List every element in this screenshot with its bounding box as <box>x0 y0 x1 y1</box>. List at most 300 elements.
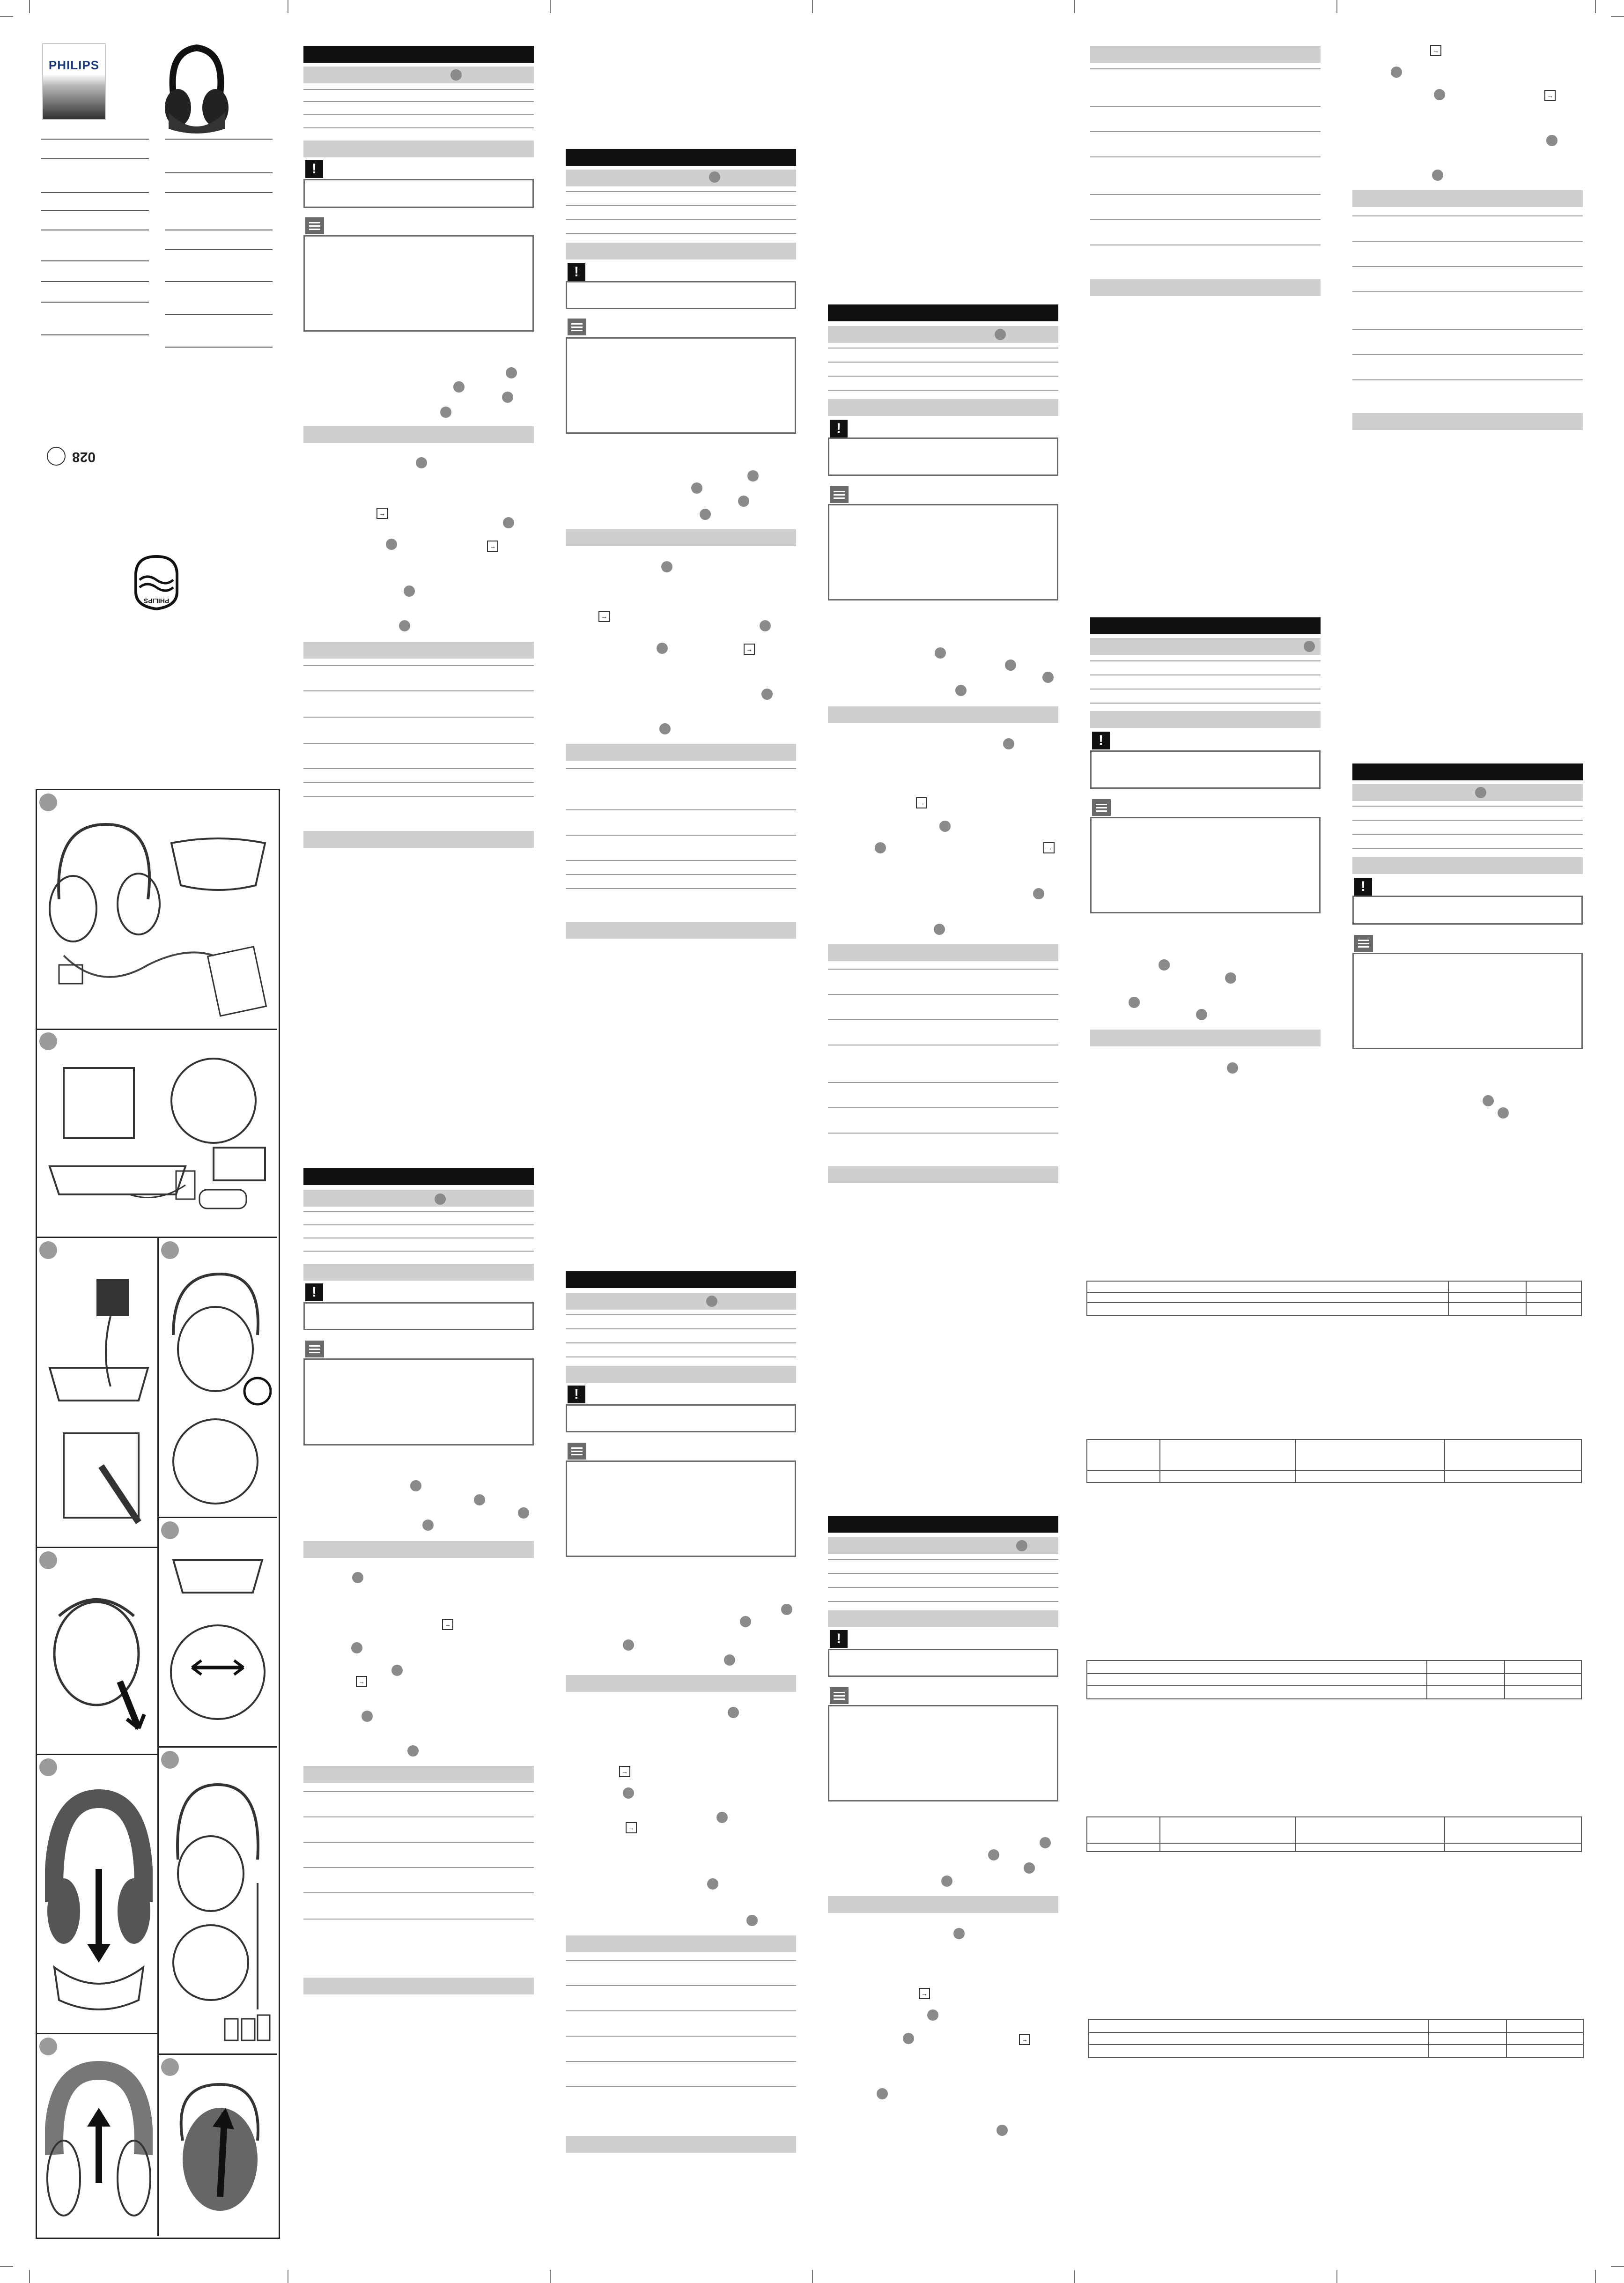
divider <box>566 233 796 234</box>
divider <box>566 2010 796 2011</box>
divider <box>165 172 273 173</box>
crop-mark <box>1595 2270 1596 2283</box>
code-text: 028 <box>72 449 96 465</box>
divider <box>303 796 534 797</box>
subsection-header <box>566 922 796 939</box>
warning-box <box>828 1649 1058 1677</box>
crop-mark <box>29 0 30 13</box>
divider <box>303 127 534 128</box>
divider <box>566 191 796 192</box>
section-header <box>1090 617 1321 634</box>
figure-connection <box>45 1049 270 1232</box>
callout-dot <box>1042 672 1054 683</box>
figure-number-10 <box>161 2058 179 2076</box>
divider <box>41 334 149 335</box>
subsection-header <box>828 326 1058 343</box>
figure-separator <box>36 1029 277 1030</box>
divider <box>828 376 1058 377</box>
subsection-header <box>1090 638 1321 655</box>
note-icon <box>568 1443 586 1460</box>
divider <box>1352 806 1583 807</box>
callout-dot <box>995 329 1006 340</box>
warning-box <box>1352 896 1583 925</box>
callout-dot <box>903 2033 914 2044</box>
callout-dot <box>1483 1095 1494 1106</box>
code-label <box>39 445 96 468</box>
subsection-header <box>303 642 534 659</box>
figure-separator <box>36 1237 277 1238</box>
callout-dot <box>623 1639 634 1651</box>
divider <box>41 139 149 140</box>
divider <box>303 690 534 691</box>
enter-icon: → <box>626 1822 637 1833</box>
spec-table-3 <box>1086 1660 1582 1699</box>
section-header <box>566 1271 796 1288</box>
subsection-header <box>1352 413 1583 430</box>
warning-icon: ! <box>305 160 323 178</box>
divider <box>1352 379 1583 380</box>
callout-dot <box>955 685 967 696</box>
callout-dot <box>781 1604 792 1615</box>
warning-box <box>303 1302 534 1330</box>
subsection-header <box>566 1366 796 1383</box>
figure-number-9 <box>39 2038 57 2055</box>
callout-dot <box>352 1572 363 1583</box>
figure-number-7 <box>39 1758 57 1776</box>
subsection-header <box>1352 857 1583 874</box>
enter-icon: → <box>1544 90 1556 101</box>
warning-box <box>1090 750 1321 789</box>
callout-dot <box>941 1875 952 1887</box>
callout-dot <box>724 1654 735 1666</box>
crop-mark <box>1611 16 1624 17</box>
divider <box>303 1251 534 1252</box>
callout-dot <box>435 1193 446 1205</box>
subsection-header <box>303 1264 534 1281</box>
divider <box>303 1224 534 1225</box>
divider <box>165 347 273 348</box>
note-box <box>828 1705 1058 1801</box>
callout-dot <box>700 509 711 520</box>
enter-icon: → <box>356 1676 367 1687</box>
warning-icon: ! <box>305 1283 323 1301</box>
divider <box>566 1342 796 1343</box>
note-icon <box>830 486 849 503</box>
enter-icon: → <box>619 1766 630 1777</box>
warning-box <box>566 1404 796 1432</box>
callout-dot <box>997 2125 1008 2136</box>
divider <box>303 1791 534 1792</box>
figure-separator <box>157 1746 277 1748</box>
callout-dot <box>518 1507 529 1519</box>
callout-dot <box>1304 641 1315 652</box>
divider <box>41 158 149 159</box>
warning-icon: ! <box>568 263 585 281</box>
divider <box>1352 215 1583 216</box>
divider <box>1090 156 1321 157</box>
subsection-header <box>1090 1030 1321 1046</box>
divider <box>1352 266 1583 267</box>
figure-number-6 <box>39 1551 57 1569</box>
divider <box>828 969 1058 970</box>
headphones-product-image <box>164 42 229 136</box>
figure-separator <box>157 1517 277 1518</box>
subsection-header <box>1090 46 1321 63</box>
divider <box>566 835 796 836</box>
divider <box>303 101 534 102</box>
divider <box>303 1211 534 1212</box>
callout-dot <box>1024 1862 1035 1874</box>
figure-number-1 <box>39 793 57 811</box>
section-header <box>566 149 796 166</box>
divider <box>828 994 1058 995</box>
divider <box>41 281 149 282</box>
callout-dot <box>502 392 513 403</box>
divider <box>303 1867 534 1868</box>
figure-separator <box>36 1547 157 1548</box>
divider <box>1352 834 1583 835</box>
subsection-header <box>566 170 796 186</box>
crop-mark <box>1611 2266 1624 2267</box>
callout-dot <box>706 1296 717 1307</box>
divider <box>165 192 273 193</box>
note-box <box>566 337 796 434</box>
divider <box>566 1960 796 1961</box>
callout-dot <box>1005 660 1016 671</box>
figure-separator <box>36 1754 157 1755</box>
callout-dot <box>623 1787 634 1799</box>
warning-icon: ! <box>830 420 848 437</box>
divider <box>828 390 1058 391</box>
callout-dot <box>407 1745 419 1757</box>
subsection-header <box>828 1610 1058 1627</box>
enter-icon: → <box>916 797 927 808</box>
subsection-header <box>1090 711 1321 728</box>
callout-dot <box>386 539 397 550</box>
callout-dot <box>399 620 410 631</box>
crop-mark <box>812 0 813 13</box>
callout-dot <box>351 1642 362 1653</box>
divider <box>566 2086 796 2087</box>
figure-charging <box>164 1265 272 1508</box>
subsection-header <box>303 141 534 157</box>
callout-dot <box>1498 1107 1509 1119</box>
enter-icon: → <box>1019 2034 1030 2045</box>
callout-dot <box>728 1707 739 1718</box>
subsection-header <box>303 1190 534 1207</box>
divider <box>828 1133 1058 1134</box>
divider <box>303 1842 534 1843</box>
figure-power <box>45 1260 153 1541</box>
enter-icon: → <box>442 1619 453 1630</box>
divider <box>828 1019 1058 1020</box>
subsection-header <box>303 1978 534 1994</box>
section-header <box>828 1516 1058 1533</box>
callout-dot <box>935 647 946 659</box>
subsection-header <box>566 1935 796 1952</box>
subsection-header <box>828 1896 1058 1913</box>
divider <box>566 1985 796 1986</box>
divider <box>1090 106 1321 107</box>
divider <box>1352 329 1583 330</box>
figure-cushion <box>164 2075 272 2230</box>
figure-box-contents <box>45 815 270 1021</box>
note-box <box>566 1460 796 1557</box>
subsection-header <box>303 1766 534 1783</box>
enter-icon: → <box>376 508 388 519</box>
divider <box>41 192 149 193</box>
divider <box>1352 820 1583 821</box>
note-box <box>1352 953 1583 1049</box>
enter-icon: → <box>487 541 498 552</box>
note-box <box>1090 817 1321 913</box>
crop-mark <box>29 2270 30 2283</box>
callout-dot <box>422 1520 434 1531</box>
note-box <box>828 504 1058 600</box>
divider <box>303 1892 534 1893</box>
subsection-header <box>1090 279 1321 296</box>
callout-dot <box>404 586 415 597</box>
callout-dot <box>1196 1009 1207 1020</box>
divider <box>1090 219 1321 220</box>
divider <box>566 2036 796 2037</box>
divider <box>828 1559 1058 1560</box>
note-icon <box>1092 799 1111 816</box>
subsection-header <box>303 1541 534 1558</box>
divider <box>165 281 273 282</box>
callout-dot <box>440 407 451 418</box>
callout-dot <box>503 517 514 528</box>
callout-dot <box>707 1878 718 1890</box>
callout-dot <box>1225 972 1236 984</box>
crop-mark <box>1336 0 1337 13</box>
callout-dot <box>474 1494 485 1505</box>
divider <box>303 768 534 769</box>
divider <box>303 665 534 666</box>
divider <box>566 874 796 875</box>
warning-box <box>828 437 1058 476</box>
callout-dot <box>760 620 771 631</box>
figure-number-2 <box>39 1032 57 1050</box>
note-box <box>303 235 534 332</box>
spec-table-1 <box>1086 1281 1582 1316</box>
divider <box>303 743 534 744</box>
spec-table-4 <box>1086 1816 1582 1852</box>
enter-icon: → <box>598 611 610 622</box>
divider <box>566 888 796 889</box>
callout-dot <box>657 643 668 654</box>
brand-name: PHILIPS <box>48 58 100 72</box>
callout-dot <box>746 1915 758 1926</box>
divider <box>828 1587 1058 1588</box>
callout-dot <box>939 821 951 832</box>
divider <box>566 860 796 861</box>
divider <box>566 1314 796 1315</box>
divider <box>41 302 149 303</box>
callout-dot <box>875 842 886 853</box>
callout-dot <box>1391 67 1402 78</box>
figure-cable-device <box>164 1766 272 2047</box>
callout-dot <box>416 457 427 468</box>
callout-dot <box>1003 738 1014 749</box>
callout-dot <box>738 496 749 507</box>
divider <box>1090 703 1321 704</box>
callout-dot <box>1129 997 1140 1008</box>
callout-dot <box>1434 89 1445 100</box>
enter-icon: → <box>1043 842 1055 853</box>
divider <box>566 219 796 220</box>
callout-dot <box>761 689 773 700</box>
brand-logo <box>42 43 106 120</box>
subsection-header <box>566 1675 796 1692</box>
warning-icon: ! <box>568 1386 585 1403</box>
enter-icon: → <box>919 1988 930 1999</box>
subsection-header <box>566 243 796 259</box>
subsection-header <box>1352 784 1583 801</box>
subsection-header <box>303 67 534 83</box>
callout-dot <box>1432 170 1443 181</box>
divider <box>566 2061 796 2062</box>
figure-switch <box>164 1541 272 1738</box>
callout-dot <box>747 470 759 482</box>
subsection-header <box>828 944 1058 961</box>
subsection-header <box>566 1293 796 1310</box>
divider <box>41 260 149 261</box>
callout-dot <box>362 1711 373 1722</box>
note-icon <box>305 1341 324 1357</box>
callout-dot <box>391 1665 403 1676</box>
callout-dot <box>927 2009 938 2021</box>
callout-dot <box>953 1928 965 1939</box>
divider <box>828 362 1058 363</box>
note-icon <box>568 319 586 335</box>
divider <box>165 314 273 315</box>
subsection-header <box>566 744 796 761</box>
enter-icon: → <box>744 644 755 655</box>
divider <box>1352 241 1583 242</box>
warning-icon: ! <box>830 1630 848 1648</box>
divider <box>303 782 534 783</box>
subsection-header <box>828 1166 1058 1183</box>
divider <box>1352 291 1583 292</box>
section-header <box>303 46 534 63</box>
callout-dot <box>450 69 462 81</box>
crop-mark <box>0 16 13 17</box>
figure-separator <box>157 2053 277 2055</box>
callout-dot <box>1227 1062 1238 1074</box>
callout-dot <box>1016 1540 1027 1551</box>
callout-dot <box>934 924 945 935</box>
callout-dot <box>877 2088 888 2099</box>
divider <box>566 1356 796 1357</box>
figure-earcup-removal <box>45 1574 153 1747</box>
callout-dot <box>1159 959 1170 971</box>
divider <box>828 1601 1058 1602</box>
leaf-icon <box>47 447 66 466</box>
figure-separator <box>36 2033 157 2034</box>
figure-headband-down <box>45 1780 153 2028</box>
divider <box>566 809 796 810</box>
divider <box>828 1573 1058 1574</box>
callout-dot <box>661 561 672 572</box>
spec-table-5 <box>1088 2019 1584 2058</box>
subsection-header <box>566 529 796 546</box>
section-header <box>303 1168 534 1185</box>
crop-mark <box>1074 2270 1075 2283</box>
divider <box>165 139 273 140</box>
callout-dot <box>410 1480 421 1491</box>
crop-mark <box>550 0 551 13</box>
figure-number-4 <box>161 1241 179 1259</box>
divider <box>303 114 534 115</box>
warning-box <box>566 281 796 309</box>
callout-dot <box>740 1616 751 1627</box>
warning-icon: ! <box>1354 878 1372 896</box>
divider <box>303 717 534 718</box>
note-icon <box>1354 935 1373 952</box>
callout-dot <box>659 723 671 734</box>
callout-dot <box>1546 135 1558 146</box>
subsection-header <box>1352 190 1583 207</box>
figure-headband-up <box>45 2061 153 2230</box>
crop-mark <box>1074 0 1075 13</box>
divider <box>566 1328 796 1329</box>
divider <box>828 1107 1058 1108</box>
crop-mark <box>550 2270 551 2283</box>
callout-dot <box>709 171 720 183</box>
subsection-header <box>566 2136 796 2153</box>
divider <box>1090 131 1321 132</box>
divider <box>1352 848 1583 849</box>
divider <box>303 1816 534 1817</box>
shield-icon <box>133 555 180 611</box>
enter-icon: → <box>1430 45 1441 56</box>
callout-dot <box>453 381 465 393</box>
section-header <box>828 304 1058 321</box>
note-box <box>303 1358 534 1445</box>
callout-dot <box>716 1812 728 1823</box>
divider <box>41 210 149 211</box>
divider <box>828 1082 1058 1083</box>
subsection-header <box>828 706 1058 723</box>
figure-number-5 <box>161 1521 179 1539</box>
divider <box>566 768 796 769</box>
section-header <box>1352 763 1583 780</box>
note-icon <box>830 1687 849 1704</box>
divider <box>1090 194 1321 195</box>
crop-mark <box>1595 0 1596 13</box>
warning-icon: ! <box>1092 732 1110 749</box>
note-icon <box>305 217 324 234</box>
crop-mark <box>812 2270 813 2283</box>
callout-dot <box>1033 888 1044 899</box>
figure-number-3 <box>39 1241 57 1259</box>
divider <box>1090 68 1321 69</box>
subsection-header <box>303 831 534 848</box>
divider <box>303 1919 534 1920</box>
divider <box>303 89 534 90</box>
subsection-header <box>303 426 534 443</box>
callout-dot <box>506 367 517 378</box>
figure-separator-vertical <box>157 1237 159 2236</box>
divider <box>165 249 273 250</box>
callout-dot <box>1040 1837 1051 1848</box>
warning-box <box>303 179 534 208</box>
divider <box>1090 660 1321 661</box>
shield-text: PHILIPS <box>143 597 170 605</box>
callout-dot <box>988 1849 999 1860</box>
subsection-header <box>828 399 1058 416</box>
